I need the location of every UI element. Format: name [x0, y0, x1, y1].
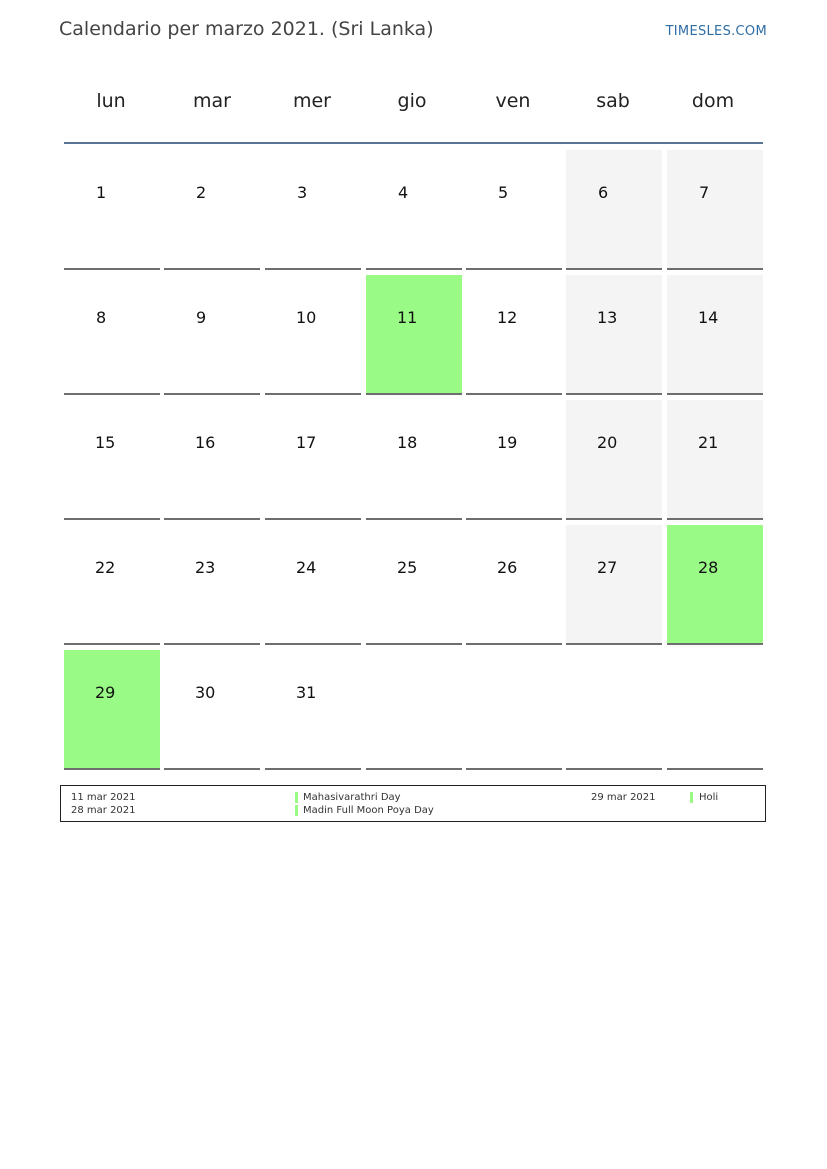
day-number: 22 — [95, 558, 116, 577]
day-number: 17 — [296, 433, 317, 452]
day-number: 14 — [698, 308, 719, 327]
weekday-label: dom — [691, 90, 735, 112]
day-number: 11 — [397, 308, 418, 327]
calendar-day-cell[interactable] — [164, 650, 260, 770]
day-number: 6 — [598, 183, 609, 202]
calendar-day-cell[interactable] — [366, 400, 462, 520]
weekday-label: mer — [292, 90, 331, 112]
day-number: 13 — [597, 308, 618, 327]
calendar-day-cell[interactable] — [366, 525, 462, 645]
calendar-day-cell[interactable] — [265, 525, 361, 645]
calendar-day-cell[interactable] — [265, 400, 361, 520]
calendar-day-cell[interactable] — [466, 400, 562, 520]
weekday-label: mar — [193, 90, 231, 112]
calendar-day-cell-holiday[interactable] — [64, 650, 160, 770]
legend-color-swatch — [295, 805, 298, 816]
day-number: 23 — [195, 558, 216, 577]
legend-date: 11 mar 2021 — [71, 792, 136, 803]
weekday-label: lun — [96, 90, 126, 112]
calendar-day-cell[interactable] — [466, 650, 562, 770]
calendar-day-cell[interactable] — [466, 150, 562, 270]
legend-date: 28 mar 2021 — [71, 805, 136, 816]
legend-holiday-name: Madin Full Moon Poya Day — [303, 805, 434, 816]
legend-holiday-name: Mahasivarathri Day — [303, 792, 401, 803]
legend-color-swatch — [295, 792, 298, 803]
weekday-label: ven — [495, 90, 531, 112]
calendar-day-cell[interactable] — [566, 650, 662, 770]
calendar-day-cell-weekend[interactable] — [667, 400, 763, 520]
holiday-legend — [60, 785, 766, 822]
calendar-day-cell[interactable] — [64, 400, 160, 520]
day-number: 7 — [699, 183, 710, 202]
header-divider — [64, 142, 763, 144]
calendar-day-cell[interactable] — [164, 400, 260, 520]
weekday-label: sab — [596, 90, 630, 112]
calendar-day-cell[interactable] — [164, 275, 260, 395]
day-number: 3 — [297, 183, 308, 202]
calendar-day-cell[interactable] — [667, 650, 763, 770]
calendar-day-cell-weekend[interactable] — [667, 275, 763, 395]
calendar-day-cell[interactable] — [64, 525, 160, 645]
day-number: 20 — [597, 433, 618, 452]
calendar-day-cell-weekend[interactable] — [566, 275, 662, 395]
day-number: 19 — [497, 433, 518, 452]
calendar-day-cell[interactable] — [64, 275, 160, 395]
day-number: 8 — [96, 308, 107, 327]
calendar-day-cell[interactable] — [265, 150, 361, 270]
day-number: 4 — [398, 183, 409, 202]
calendar-day-cell[interactable] — [265, 275, 361, 395]
day-number: 16 — [195, 433, 216, 452]
weekday-header-row — [63, 90, 764, 120]
day-number: 15 — [95, 433, 116, 452]
calendar-day-cell[interactable] — [164, 525, 260, 645]
day-number: 1 — [96, 183, 107, 202]
day-number: 24 — [296, 558, 317, 577]
calendar-day-cell[interactable] — [466, 275, 562, 395]
day-number: 30 — [195, 683, 216, 702]
day-number: 10 — [296, 308, 317, 327]
day-number: 21 — [698, 433, 719, 452]
day-number: 2 — [196, 183, 207, 202]
legend-holiday-name: Holi — [699, 792, 719, 803]
day-number: 18 — [397, 433, 418, 452]
day-number: 5 — [498, 183, 509, 202]
calendar-day-cell-weekend[interactable] — [667, 150, 763, 270]
calendar-day-cell[interactable] — [366, 650, 462, 770]
legend-color-swatch — [690, 792, 693, 803]
calendar-day-cell[interactable] — [366, 150, 462, 270]
day-number: 31 — [296, 683, 317, 702]
calendar-day-cell[interactable] — [466, 525, 562, 645]
calendar-day-cell[interactable] — [164, 150, 260, 270]
day-number: 27 — [597, 558, 618, 577]
brand-link[interactable]: TIMESLES.COM — [665, 24, 767, 39]
calendar-day-cell-weekend[interactable] — [566, 150, 662, 270]
weekday-label: gio — [397, 90, 427, 112]
legend-date: 29 mar 2021 — [591, 792, 656, 803]
calendar-day-cell[interactable] — [64, 150, 160, 270]
calendar-day-cell-holiday[interactable] — [366, 275, 462, 395]
day-number: 12 — [497, 308, 518, 327]
day-number: 9 — [196, 308, 207, 327]
day-number: 25 — [397, 558, 418, 577]
page-title: Calendario per marzo 2021. (Sri Lanka) — [59, 18, 434, 40]
calendar-day-cell[interactable] — [265, 650, 361, 770]
day-number: 29 — [95, 683, 116, 702]
day-number: 26 — [497, 558, 518, 577]
calendar-day-cell-holiday[interactable] — [667, 525, 763, 645]
calendar-day-cell-weekend[interactable] — [566, 400, 662, 520]
calendar-day-cell-weekend[interactable] — [566, 525, 662, 645]
day-number: 28 — [698, 558, 719, 577]
